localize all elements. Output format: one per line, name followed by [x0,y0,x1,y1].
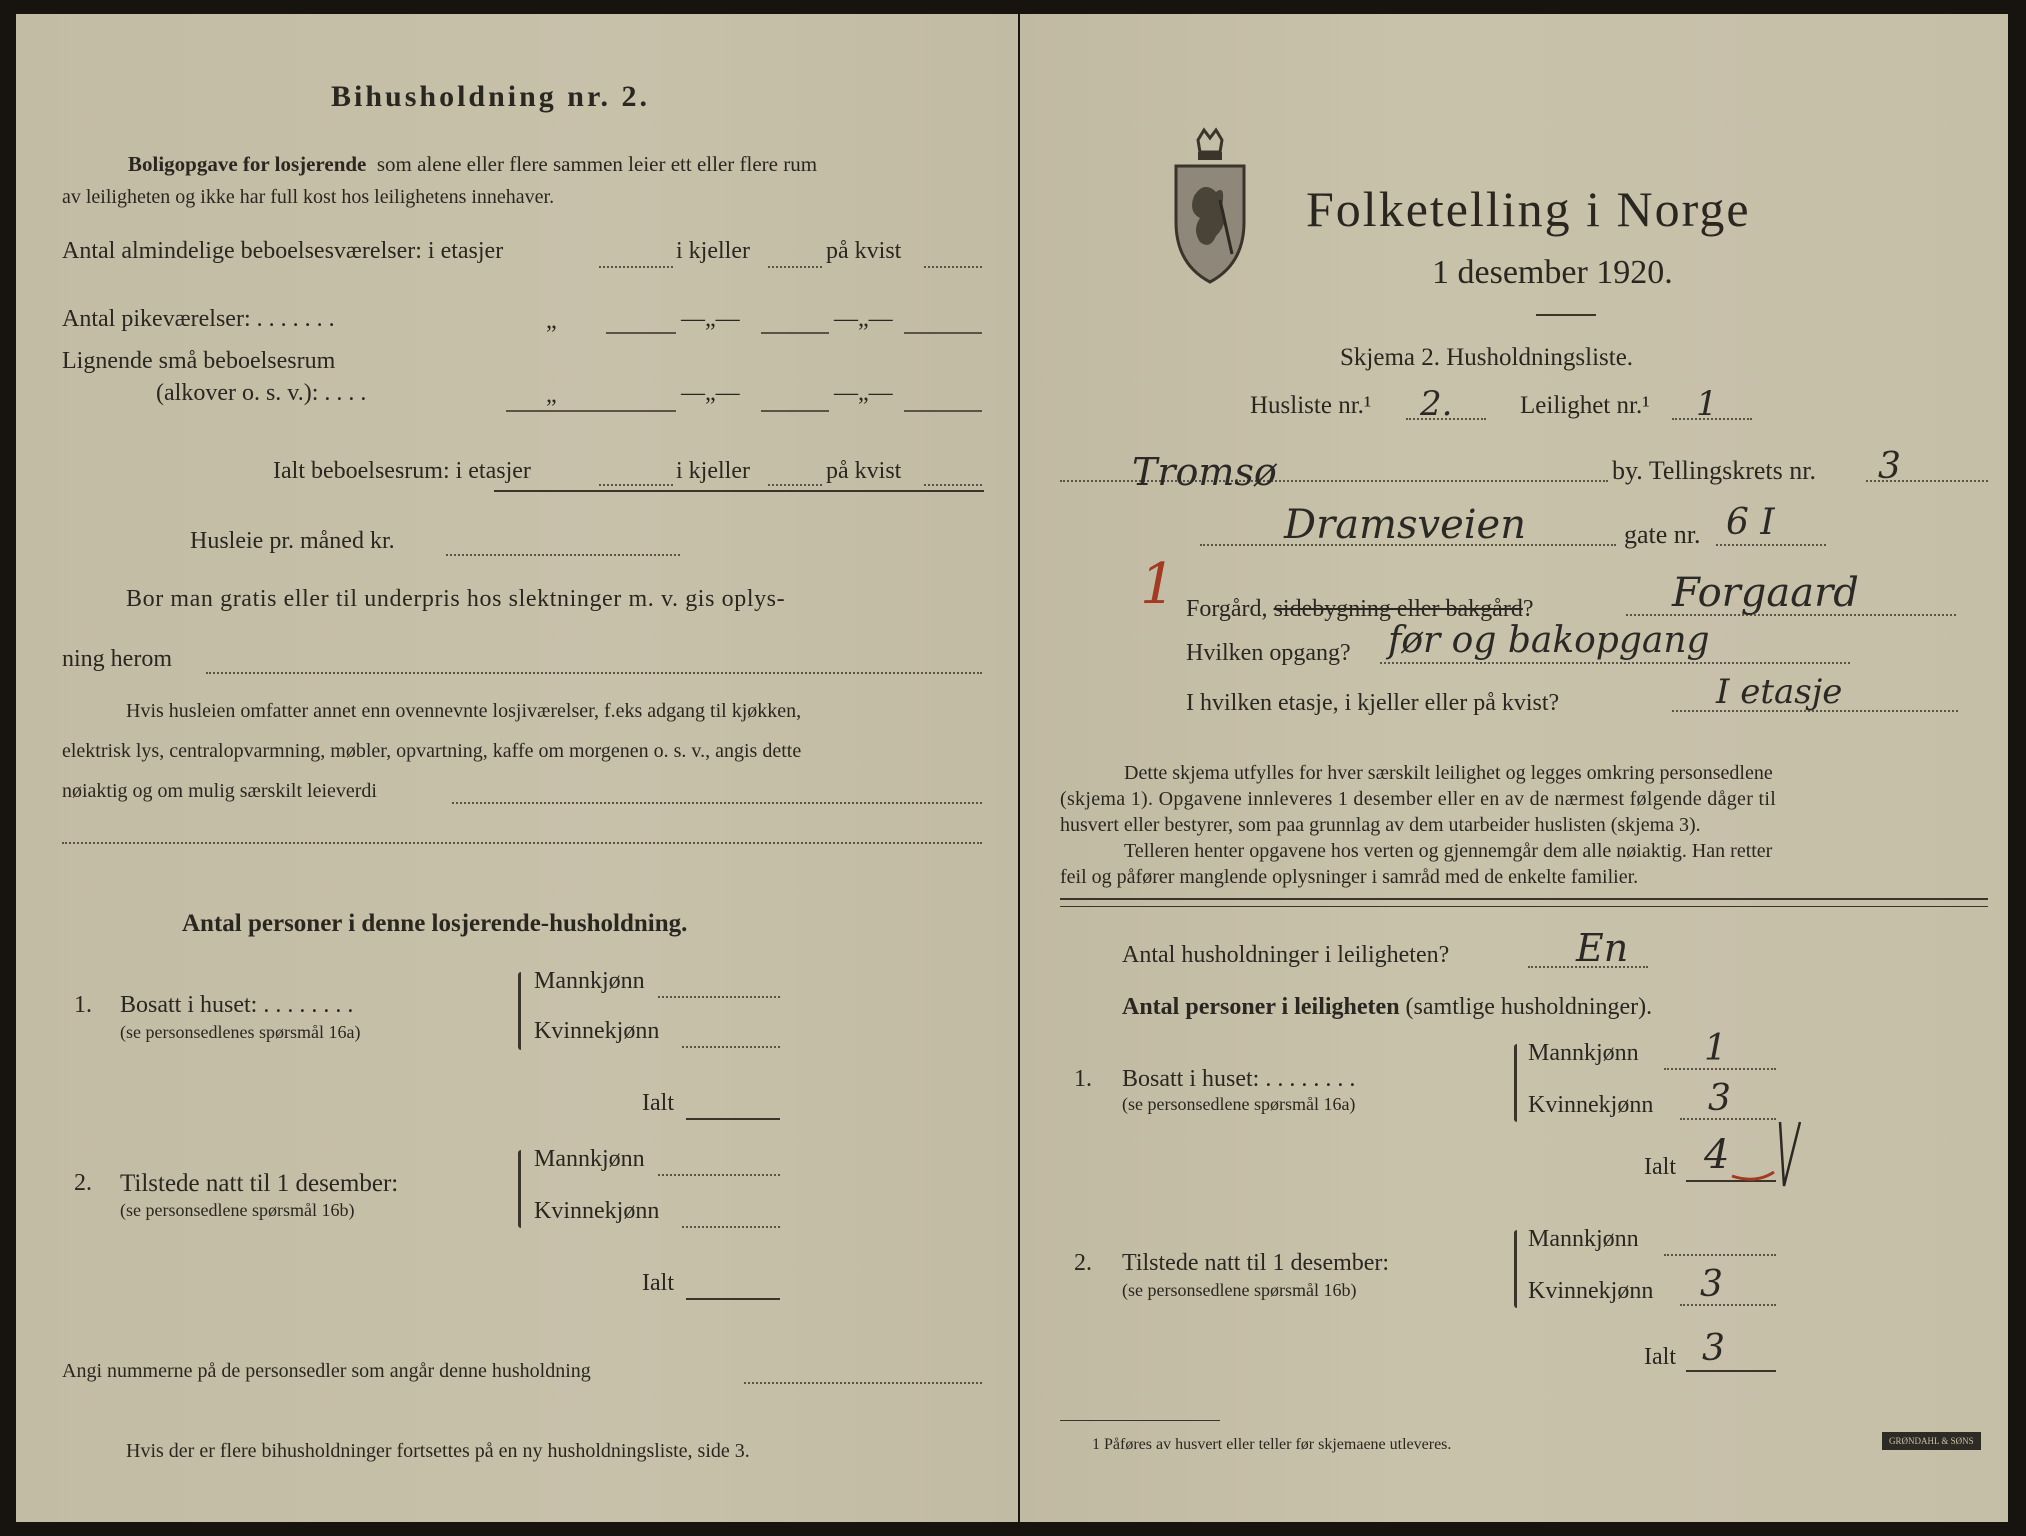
angi-label: Angi nummerne på de personsedler som angår denne husholdning [62,1360,591,1382]
rooms-label: Antal almindelige beboelsesværelser: i etasjer [62,238,504,264]
q1-mann-field[interactable] [658,996,780,998]
q2-mann-label: Mannkjønn [534,1146,645,1172]
q1-kvinne-value: 3 [1708,1078,1731,1119]
pike-kvist-field[interactable] [904,332,982,334]
ialt-underline [494,490,984,492]
alkover-ditto-2: —„— [681,380,740,406]
gratis-text: Bor man gratis eller til underpris hos slektninger m. v. gis oplys- [126,586,786,612]
q1-kvinne-field[interactable] [682,1046,780,1048]
pike-kjeller-field[interactable] [761,332,829,334]
gratis-text-line2: ning herom [62,646,172,672]
skjema-label: Skjema 2. Husholdningsliste. [1340,344,1634,371]
pike-ditto-2: —„— [681,306,740,332]
alkover-kvist-field[interactable] [904,410,982,412]
opgang-label: Hvilken opgang? [1186,640,1351,666]
q1-number: 1. [74,992,92,1018]
footnote: 1 Påføres av husvert eller teller før skjemaene utleveres. [1092,1436,1452,1453]
q1-ialt-label: Ialt [642,1090,674,1116]
rooms-kvist-field[interactable] [924,266,982,268]
q1-kvinne-label: Kvinnekjønn [534,1018,660,1044]
leieverdi-field[interactable] [452,802,982,804]
instructions-line4: Telleren henter opgavene hos verten og gjennemgår dem alle nøiaktig. Han retter [1124,840,1773,862]
hvis-text: Hvis husleien omfatter annet enn ovennevnte losjiværelser, f.eks adgang til kjøkken, [126,700,802,722]
q2-ialt-field-right[interactable] [1686,1370,1776,1372]
q2-label: Tilstede natt til 1 desember: [120,1170,399,1197]
q1-mann-label: Mannkjønn [534,968,645,994]
gate-field[interactable] [1716,544,1826,546]
ialt-pa-kvist-label: på kvist [826,458,902,484]
printer-stamp: GRØNDAHL & SØNS [1882,1432,1981,1450]
q2-kvinne-label-right: Kvinnekjønn [1528,1278,1654,1304]
leilighet-value: 1 [1696,384,1718,424]
q2-kvinne-label: Kvinnekjønn [534,1198,660,1224]
q1-mann-label-right: Mannkjønn [1528,1040,1639,1066]
ialt-kvist-field[interactable] [924,484,982,486]
pike-etasjer-field[interactable] [606,332,676,334]
q2-ialt-label: Ialt [642,1270,674,1296]
q1-ialt-field[interactable] [686,1118,780,1120]
q1-kvinne-label-right: Kvinnekjønn [1528,1092,1654,1118]
margin-mark: 1 [1140,552,1176,617]
form-date: 1 desember 1920. [1432,254,1673,291]
q2-number: 2. [74,1170,92,1196]
q2-brace [518,1150,521,1228]
instructions-line5: feil og påfører manglende oplysninger i samråd med de enkelte familier. [1060,866,1639,888]
hush-value: En [1576,926,1629,970]
persons-heading-right: Antal personer i leiligheten (samtlige husholdninger). [1122,994,1653,1020]
q1-label-right: Bosatt i huset: . . . . . . . . [1122,1066,1356,1092]
etasje-label: I hvilken etasje, i kjeller eller på kvist? [1186,690,1560,716]
angi-field[interactable] [744,1382,982,1384]
pike-label: Antal pikeværelser: . . . . . . . [62,306,335,332]
alkover-ditto-3: —„— [834,380,893,406]
opgang-value: før og bakopgang [1388,620,1710,661]
hvis-text-line3: nøiaktig og om mulig særskilt leieverdi [62,780,377,802]
gate-value: 6 I [1726,502,1775,543]
krets-value: 3 [1878,446,1901,487]
lignende-label: Lignende små beboelsesrum [62,348,336,374]
hvis-text-line2: elektrisk lys, centralopvarmning, møbler, opvartning, kaffe om morgenen o. s. v., angis dette [62,740,802,762]
q2-ialt-field[interactable] [686,1298,780,1300]
leieverdi-field-2[interactable] [62,842,982,844]
q2-kvinne-field[interactable] [682,1226,780,1228]
form-title: Folketelling i Norge [1306,181,1751,237]
page-title: Bihusholdning nr. 2. [331,80,651,113]
i-kjeller-label: i kjeller [676,238,750,264]
q1-note: (se personsedlenes spørsmål 16a) [120,1022,361,1042]
q2-kvinne-field-right[interactable] [1680,1304,1776,1306]
alkover-ditto: „ [546,382,557,408]
q2-number-right: 2. [1074,1250,1092,1276]
instructions-line3: husvert eller bestyrer, som paa grunnlag av dem utarbeider huslisten (skjema 3). [1060,814,1701,836]
husleie-label: Husleie pr. måned kr. [190,528,395,554]
q2-note-right: (se personsedlene spørsmål 16b) [1122,1280,1357,1300]
q2-mann-label-right: Mannkjønn [1528,1226,1639,1252]
q1-brace-right [1514,1044,1517,1122]
street-value: Dramsveien [1284,502,1526,548]
section-divider [1060,898,1988,900]
footnote-divider [1060,1420,1220,1421]
leilighet-label: Leilighet nr.¹ [1520,392,1650,419]
q2-mann-field[interactable] [658,1174,780,1176]
rooms-kjeller-field[interactable] [768,266,822,268]
q1-note-right: (se personsedlene spørsmål 16a) [1122,1094,1356,1114]
left-footer: Hvis der er flere bihusholdninger fortsettes på en ny husholdningsliste, side 3. [126,1440,750,1462]
alkover-kjeller-field[interactable] [761,410,829,412]
q1-mann-value: 1 [1704,1028,1727,1069]
left-page [16,14,1018,1522]
by-label: by. Tellingskrets nr. [1612,456,1817,485]
q1-ialt-value: 4 [1704,1132,1730,1178]
gratis-field[interactable] [206,672,982,674]
forgard-label: Forgård, sidebygning eller bakgård? [1186,596,1534,622]
intro-text-line2: av leiligheten og ikke har full kost hos leilighetens innehaver. [62,186,555,208]
instructions-line1: Dette skjema utfylles for hver særskilt leilighet og legges omkring personsedlene [1124,762,1773,784]
title-divider [1536,314,1596,316]
husliste-label: Husliste nr.¹ [1250,392,1372,419]
husliste-value: 2. [1420,384,1453,424]
q2-ialt-label-right: Ialt [1644,1344,1676,1370]
q1-label: Bosatt i huset: . . . . . . . . [120,992,354,1018]
q1-number-right: 1. [1074,1066,1092,1092]
instructions-line2: (skjema 1). Opgavene innleveres 1 desember eller en av de nærmest følgende dåger til [1060,788,1777,810]
alkover-label: (alkover o. s. v.): . . . . [156,380,367,406]
q2-label-right: Tilstede natt til 1 desember: [1122,1250,1390,1276]
ialt-i-kjeller-label: i kjeller [676,458,750,484]
forgard-value: Forgaard [1672,570,1859,616]
q1-brace [518,972,521,1050]
right-page [1020,14,2008,1522]
q2-note: (se personsedlene spørsmål 16b) [120,1200,355,1220]
pike-ditto-3: —„— [834,306,893,332]
q2-ialt-value: 3 [1702,1328,1725,1369]
city-value: Tromsø [1132,450,1277,494]
pa-kvist-label: på kvist [826,238,902,264]
ialt-etasjer-field[interactable] [599,484,673,486]
hush-label: Antal husholdninger i leiligheten? [1122,942,1450,968]
q2-kvinne-value: 3 [1700,1264,1723,1305]
ialt-kjeller-field[interactable] [768,484,822,486]
etasje-value: I etasje [1716,672,1843,712]
gate-label: gate nr. [1624,520,1701,549]
pike-ditto: „ [546,308,557,334]
ialt-rooms-label: Ialt beboelsesrum: i etasjer [273,458,531,484]
intro-text: Boligopgave for losjerende som alene eller flere sammen leier ett eller flere rum [128,152,818,176]
section-divider-thin [1060,906,1988,907]
rooms-etasjer-field[interactable] [599,266,673,268]
coat-of-arms-icon [1170,126,1250,286]
alkover-etasjer-field[interactable] [506,410,676,412]
q2-brace-right [1514,1230,1517,1308]
q2-mann-field-right[interactable] [1664,1254,1776,1256]
check-mark-icon [1726,1114,1806,1194]
opgang-field[interactable] [1380,662,1850,664]
persons-heading: Antal personer i denne losjerende-husholdning. [182,910,688,937]
husleie-field[interactable] [446,554,680,556]
q1-ialt-label-right: Ialt [1644,1154,1676,1180]
